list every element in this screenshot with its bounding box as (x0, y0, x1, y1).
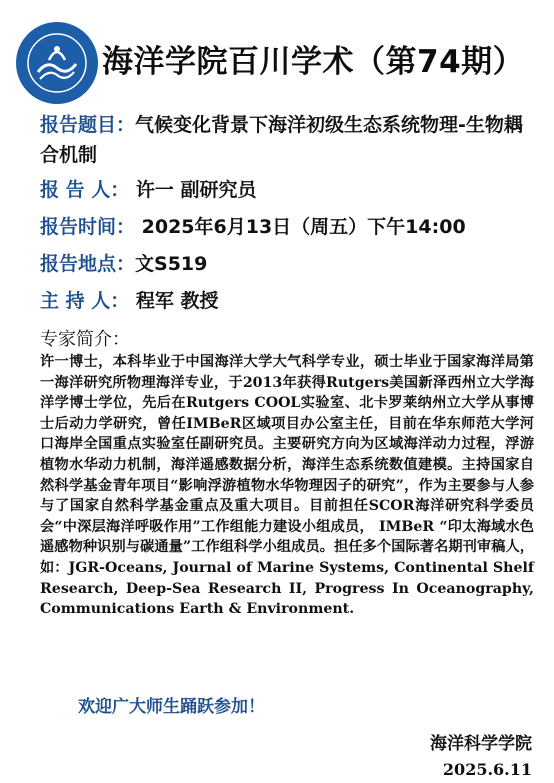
host-label: 主 持 人： (40, 290, 130, 312)
speaker-bio: 许一博士，本科毕业于中国海洋大学大气科学专业，硕士毕业于国家海洋局第一海洋研究所物理海洋专业，于2013年获得Rutgers美国新泽西州立大学海洋学博士学位，先后在Rutgers COOL实验室、北卡罗莱纳州立大学从事博士后动力学研究，曾任IMBeR区域项目办公室主任，目前在华东师范大学河口海岸全国重点实验室任副研究员。主要研究方向为区域海洋动力过程，浮游植物水华动力机制，海洋遥感数据分析，海洋生态系统数值建模。主持国家自然科学基金青年项目“影响浮游植物水华物理因子的研究”，作为主要参与人参与了国家自然科学基金重点及重大项目。目前担任SCOR海洋研究科学委员会“中深层海洋呼吸作用”工作组能力建设小组成员， IMBeR “印太海域水色遥感物种识别与碳通量”工作组科学小组成员。担任多个国际著名期刊审稿人，如：JGR-Oceans, Journal of Marine Systems, Continental Shelf Research, Deep-Sea Research II, Progress In Oceanography, Communications Earth & Environment. (40, 354, 534, 618)
report-time (40, 215, 466, 239)
place-label: 报告地点： (40, 253, 136, 275)
host-value: 程军 教授 (135, 290, 219, 312)
speaker-label: 报 告 人： (40, 179, 130, 201)
organizer-name: 海洋科学学院 (430, 734, 532, 754)
time-value: 2025年6月13日（周五）下午14:00 (141, 216, 466, 238)
place-value: 文S519 (135, 253, 208, 275)
report-speaker (40, 178, 256, 202)
intro-heading: 专家简介： (40, 329, 130, 350)
university-seal-icon (16, 22, 98, 104)
report-host (40, 289, 218, 313)
report-topic (40, 110, 540, 170)
topic-value: 气候变化背景下海洋初级生态系统物理-生物耦合机制 (40, 114, 523, 166)
topic-label: 报告题目： (40, 114, 136, 136)
poster-header (14, 20, 554, 104)
page-title: 海洋学院百川学术（第74期） (102, 44, 525, 80)
speaker-value: 许一 副研究员 (135, 179, 257, 201)
report-place (40, 252, 207, 276)
welcome-text: 欢迎广大师生踊跃参加！ (78, 697, 265, 717)
time-label: 报告时间： (40, 216, 136, 238)
notice-date: 2025.6.11 (442, 760, 532, 779)
